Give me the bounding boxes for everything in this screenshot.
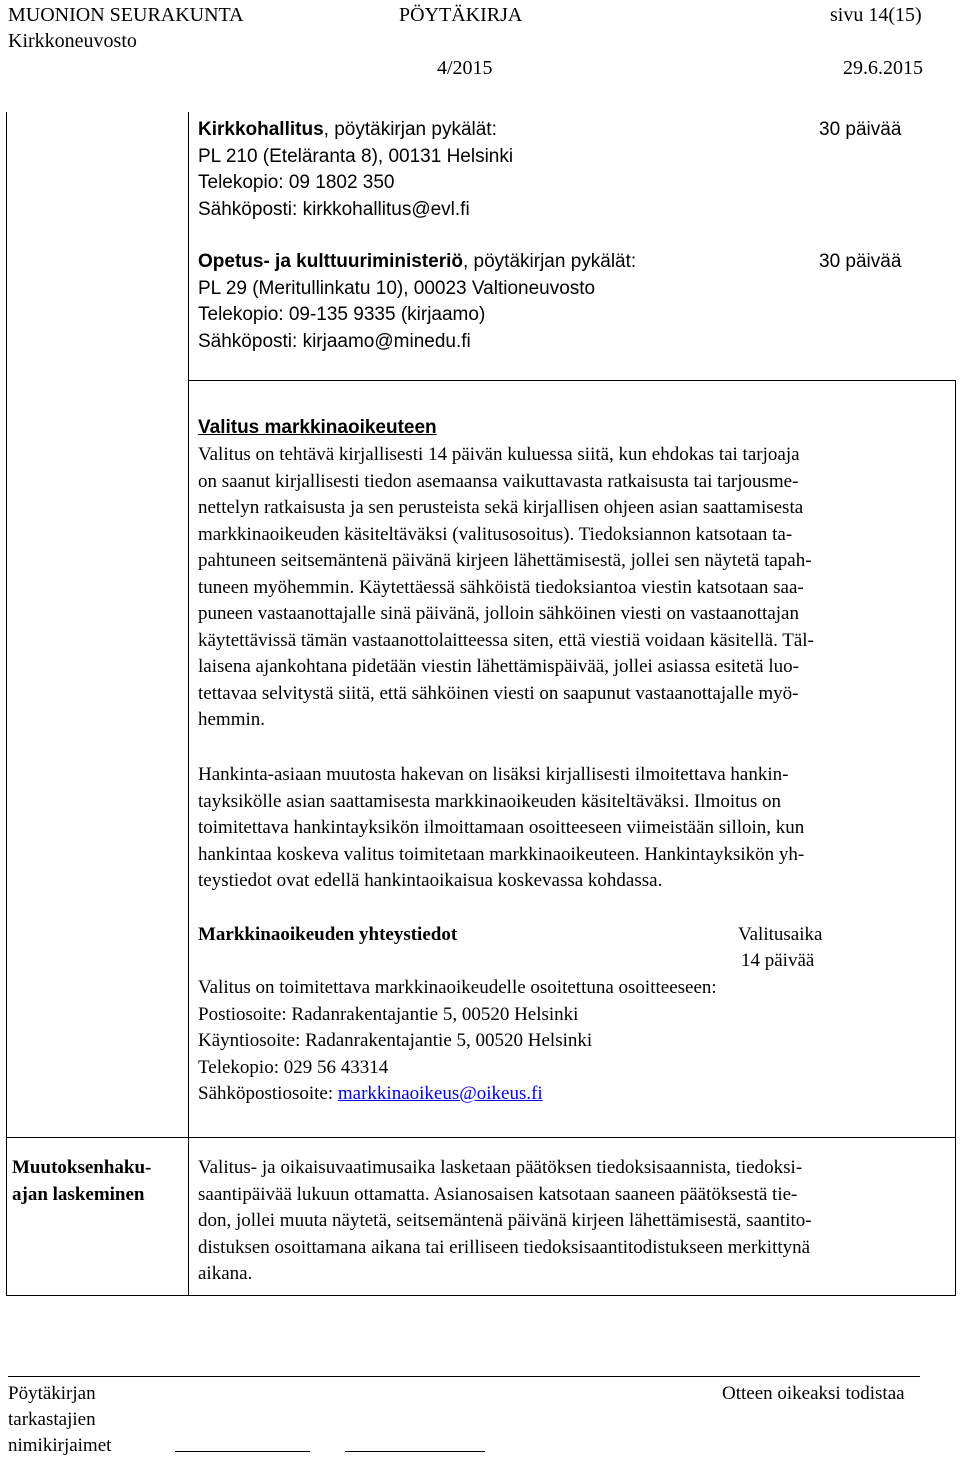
market-court-paragraph-1 [198, 442, 814, 734]
calc-line: don, jollei muuta näytetä, seitsemäntenä päivänä kirjeen lähettämisestä, saantito- [198, 1210, 812, 1231]
right-border-lower [955, 1138, 956, 1296]
calc-label [12, 1155, 151, 1208]
contact-line: Telekopio: 029 56 43314 [198, 1056, 389, 1078]
calc-label-line: Muutoksenhaku- [12, 1157, 152, 1178]
recipient-time: 30 päivää [819, 119, 902, 140]
recipient-email: Sähköposti: kirkkohallitus@evl.fi [198, 198, 470, 220]
recipient-email: Sähköposti: kirjaamo@minedu.fi [198, 330, 471, 352]
footer-label-line: Pöytäkirjan [8, 1383, 96, 1404]
recipient-name: Opetus- ja kulttuuriministeriö [198, 251, 463, 272]
recipient-suffix: , pöytäkirjan pykälät: [323, 119, 497, 140]
paragraph-line: on saanut kirjallisesti tiedon asemaansa vaikuttavasta ratkaisusta tai tarjousme- [198, 470, 799, 492]
paragraph-line: puneen vastaanottajalle sinä päivänä, jolloin sähköinen viesti on vastaanottajan [198, 603, 799, 624]
calc-label-line: ajan laskeminen [12, 1183, 145, 1205]
footer-rule [8, 1376, 920, 1377]
document-type: PÖYTÄKIRJA [399, 4, 523, 26]
calc-line: distuksen osoittamana aikana tai erilliseen tiedoksisaantitodistukseen merkittynä [198, 1236, 811, 1258]
paragraph-line: markkinaoikeuden käsiteltäväksi (valitusosoitus). Tiedoksiannon katsotaan ta- [198, 523, 793, 545]
meeting-date: 29.6.2015 [843, 57, 923, 79]
recipient-fax: Telekopio: 09-135 9335 (kirjaamo) [198, 304, 486, 325]
market-court-contacts [198, 975, 717, 1108]
recipient-address: PL 29 (Meritullinkatu 10), 00023 Valtioneuvosto [198, 277, 596, 299]
market-court-heading: Valitus markkinaoikeuteen [198, 417, 437, 438]
column-divider [188, 112, 189, 1296]
footer-label-line: nimikirjaimet [8, 1435, 112, 1456]
contact-line: Käyntiosoite: Radanrakentajantie 5, 00520 Helsinki [198, 1030, 593, 1051]
paragraph-line: hankintaa koskeva valitus toimitetaan markkinaoikeuteen. Hankintayksikön yh- [198, 843, 805, 865]
recipient-ministry [198, 249, 636, 355]
recipient-time: 30 päivää [819, 251, 902, 272]
appeal-time-value: 14 päivää [741, 950, 815, 971]
market-court-paragraph-2 [198, 762, 804, 895]
left-column-border [6, 112, 7, 1296]
paragraph-line: tettavaa selvitystä siitä, että sähköinen viesti on saapunut vastaanottajalle myö- [198, 682, 799, 704]
paragraph-line: hemmin. [198, 709, 266, 730]
paragraph-line: Valitus on tehtävä kirjallisesti 14 päivän kuluessa siitä, kun ehdokas tai tarjoaja [198, 444, 800, 465]
paragraph-line: Hankinta-asiaan muutosta hakevan on lisäksi kirjallisesti ilmoitettava hankin- [198, 764, 789, 785]
recipient-name: Kirkkohallitus [198, 119, 324, 140]
recipient-fax: Telekopio: 09 1802 350 [198, 172, 395, 193]
paragraph-line: tayksikölle asian saattamisesta markkinaoikeuden käsiteltäväksi. Ilmoitus on [198, 790, 782, 812]
right-border-upper [955, 380, 956, 1138]
paragraph-line: käytettävissä tämän vastaanottolaitteessa siten, että viestiä voidaan käsitellä. Täl- [198, 629, 814, 651]
paragraph-line: laisena ajankohtana pidetään viestin lähettämispäivää, jollei asiassa esitetä luo- [198, 656, 799, 677]
paragraph-line: pahtuneen seitsemäntenä päivänä kirjeen lähettämisestä, jollei sen näytetä tapah- [198, 550, 812, 571]
contact-line: Postiosoite: Radanrakentajantie 5, 00520 Helsinki [198, 1003, 579, 1025]
paragraph-line: teystiedot ovat edellä hankintaoikaisua koskevassa kohdassa. [198, 870, 663, 891]
footer-label-line: tarkastajien [8, 1409, 96, 1430]
footer-left-label [8, 1381, 111, 1459]
contact-line: Valitus on toimitettava markkinaoikeudelle osoitettuna osoitteeseen: [198, 977, 717, 998]
recipient-address: PL 210 (Eteläranta 8), 00131 Helsinki [198, 145, 514, 167]
recipient-kirkkohallitus [198, 117, 513, 223]
recipient-suffix: , pöytäkirjan pykälät: [462, 251, 637, 272]
initials-line-2 [345, 1451, 485, 1452]
body-name: Kirkkoneuvosto [8, 30, 137, 52]
footer-right-label: Otteen oikeaksi todistaa [722, 1383, 905, 1404]
calc-text [198, 1155, 812, 1288]
email-link[interactable]: markkinaoikeus@oikeus.fi [337, 1083, 543, 1104]
divider-calc [6, 1137, 956, 1138]
appeal-time-label: Valitusaika [738, 924, 823, 945]
contact-heading: Markkinaoikeuden yhteystiedot [198, 924, 458, 945]
organization-name: MUONION SEURAKUNTA [8, 4, 244, 26]
paragraph-line: tuneen myöhemmin. Käytettäessä sähköistä tiedoksiantoa viestin katsotaan saa- [198, 576, 804, 598]
email-label: Sähköpostiosoite: [198, 1083, 338, 1104]
meeting-number: 4/2015 [437, 57, 493, 79]
calc-line: aikana. [198, 1263, 253, 1284]
initials-line-1 [175, 1451, 310, 1452]
paragraph-line: toimitettava hankintayksikön ilmoittamaan osoitteeseen viimeistään silloin, kun [198, 817, 805, 838]
divider-bottom [6, 1295, 956, 1296]
calc-line: saantipäivää lukuun ottamatta. Asianosaisen katsotaan saaneen päätöksestä tie- [198, 1183, 798, 1205]
calc-line: Valitus- ja oikaisuvaatimusaika lasketaan päätöksen tiedoksisaannista, tiedoksi- [198, 1157, 803, 1178]
page-number: sivu 14(15) [830, 4, 922, 26]
paragraph-line: nettelyn ratkaisusta ja sen perusteista sekä kirjallisen ohjeen asian saattamisesta [198, 497, 804, 518]
divider-top [188, 380, 956, 381]
